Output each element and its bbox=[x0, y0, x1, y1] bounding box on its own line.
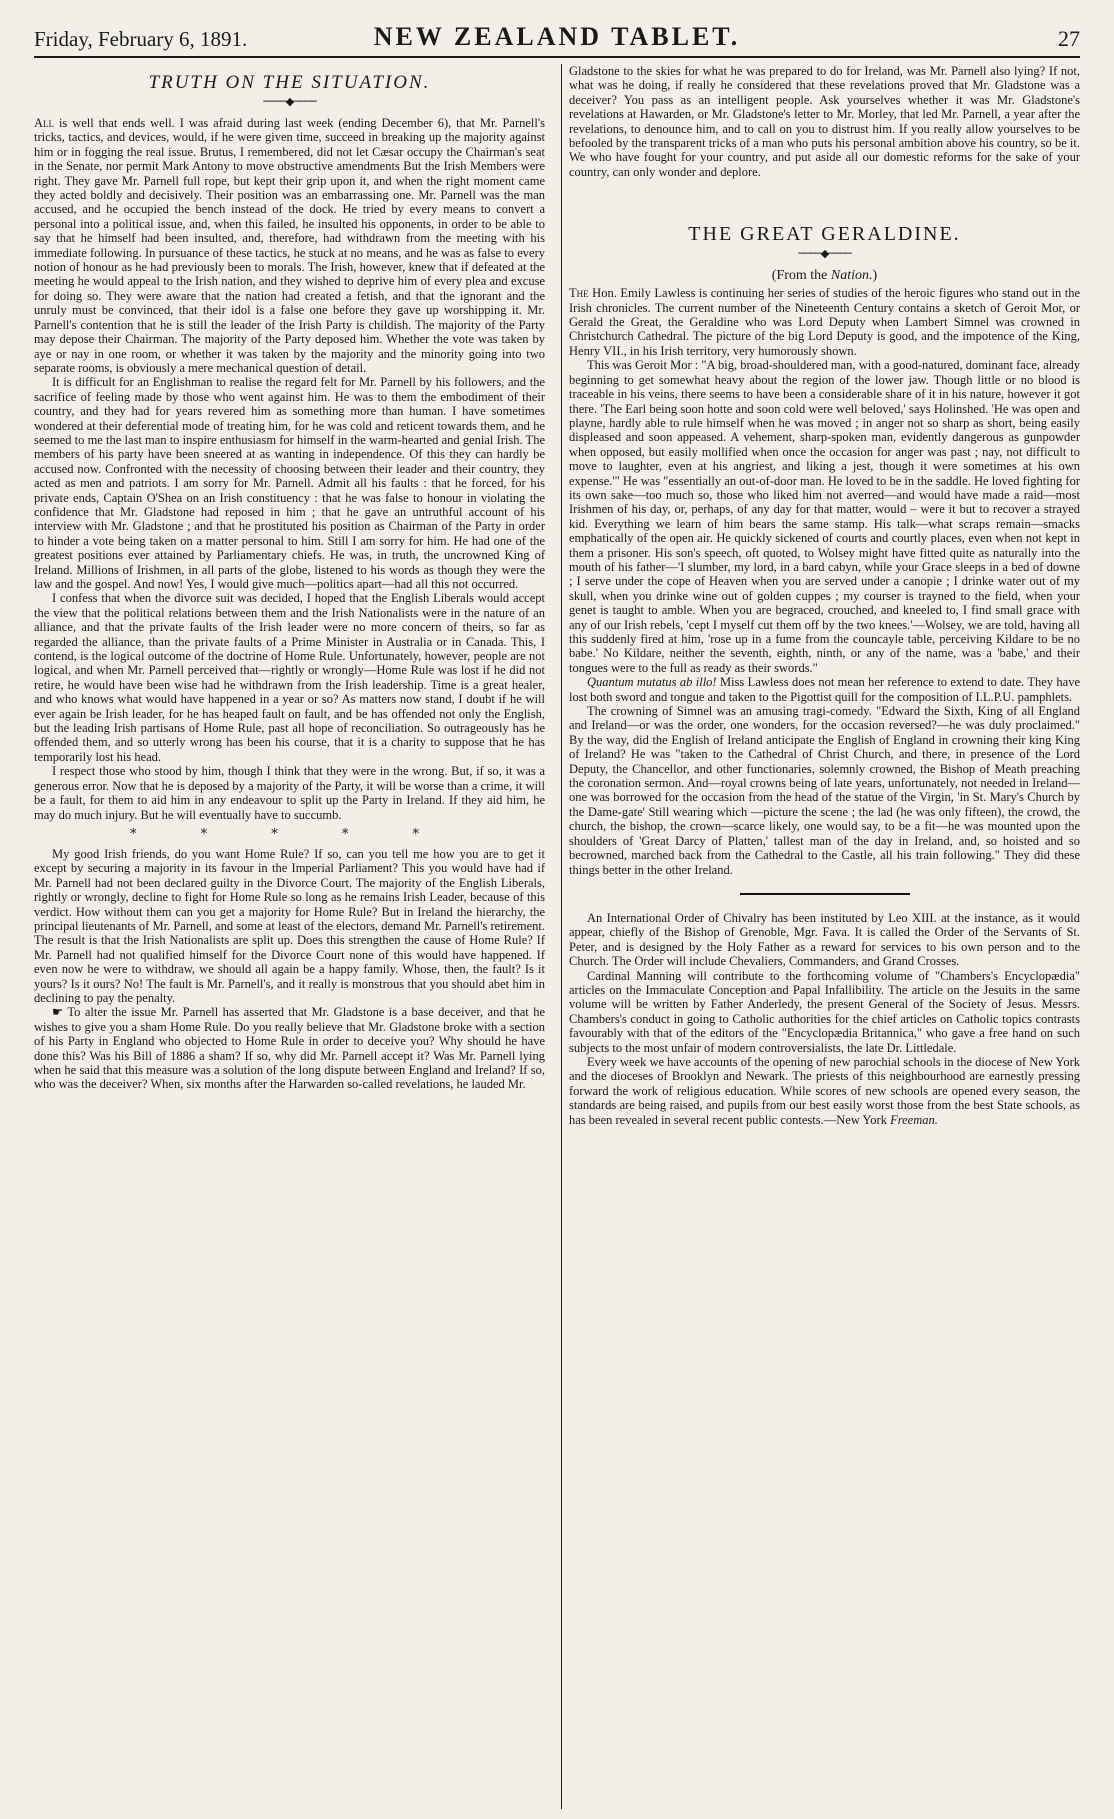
geraldine-paragraph-2: This was Geroit Mor : "A big, broad-shouldered man, with a good-natured, dominant face, already beginning to get somewhat heavy about the region of the lower jaw. Though little or no blood is traceable in his veins, there seems to have been a considerable share of it in his nature, however it got there. 'The Earl being soon hotte and soon cold were well beloved,' says Holinshed. 'He was open and playne, hardly able to rule himself when he was moved ; in anger not so sharp as short, being easily displeased and soon appeased. A vehement, sharp-spoken man, evidently dangerous as gunpowder when opposed, but easily mollified when once the occasion for anger was past ; nay, not difficult to move to laughter, even at his angriest, and liking a jest, though it were sometimes at his own expense.'" He was "essentially an out-of-door man. He loved to be in the saddle. He loved fighting for its own sake—too much so, those who liked him not averred—and would have made a raid—most Irishmen of his day, or, perhaps, of any day for that matter, would – were it but to recover a strayed kid. Everything we learn of him bears the same stamp. His talk—what scraps remain—smacks emphatically of the open air. He quickly sickened of courts and courtly places, even when not kept in them a prisoner. His son's speech, oft quoted, to Wolsey might have fitted quite as naturally into the mouth of his father—'I slumber, my lord, in a bard cabyn, while your Grace sleeps in a bed of downe ; I serve under the cope of Heaven when you are served under a canopie ; I drinke water out of my skull, when you drinke wine out of golden cuppes ; my courser is trayned to the field, when your genet is taught to amble. When you are begraced, crouched, and kneeled to, I find small grace with any of our Irish rebels, 'cept I myself cut them off by the two knees.'—Wolsey, we are told, having all this suddenly fired at him, 'rose up in a fume from the councayle table, perceiving Kildare to be no babe.' No Kildare, neither the seventh, eighth, ninth, or any of the name, was a 'babe,' and their tongues were to the full as ready as their swords." bbox=[569, 358, 1080, 675]
column-rule bbox=[561, 64, 562, 1809]
paragraph-text: To alter the issue Mr. Parnell has asserted that Mr. Gladstone is a base deceiver, and that he wishes to give you a sham Home Rule. Do you really believe that Mr. Gladstone broke with a section of his Party in England who objected to Home Rule in order to deceive you? Why should he have done this? Was his Bill of 1886 a sham? If so, why did Mr. Parnell accept it? Was Mr. Parnell lying when he said that this measure was a solution of the long dispute between England and Ireland? If so, who was the deceiver? When, six months after the Harwarden so-called revelations, he lauded Mr. bbox=[34, 1005, 546, 1092]
article-heading-geraldine: THE GREAT GERALDINE. bbox=[688, 223, 961, 246]
section-stars: * * * * * bbox=[129, 826, 450, 842]
lead-word: All bbox=[34, 116, 55, 130]
truth-continuation: Gladstone to the skies for what he was prepared to do for Ireland, was Mr. Parnell also lying? If not, what was he doing, if really he considered that these revelations proved that Mr. Gladstone was a deceiver? You pass as an intelligent people. Ask yourselves whether it was Mr. Gladstone's revelations at Hawarden, or Mr. Gladstone's letter to Mr. Morley, that led Mr. Parnell, a year after the revelations, to denounce him, and to call on you to distrust him. If you really allow yourselves to be befooled by the transparent tricks of a man who puts his personal ambition above his country, so be it. We who have fought for your country, and put aside all our domestic reforms for the sake of your country, can only wonder and deplore. bbox=[569, 64, 1080, 179]
truth-paragraph-4: I respect those who stood by him, though I think that they were in the wrong. But, if so, it was a generous error. Now that he is deposed by a majority of the Party, it will be worse than a crime, it will be a fault, for them to aid him in any endeavour to split up the Party in Ireland. If they aid him, he may do much injury. But he will eventually have to succumb. bbox=[34, 764, 545, 822]
newspaper-title: NEW ZEALAND TABLET. bbox=[373, 22, 741, 51]
geraldine-paragraph-3 bbox=[569, 675, 1080, 704]
geraldine-paragraph-1 bbox=[569, 286, 1080, 358]
lead-word: The bbox=[569, 286, 589, 301]
manning-paragraph: Cardinal Manning will contribute to the forthcoming volume of "Chambers's Encyclopædia" articles on the Immaculate Conception and Papal Infallibility. The article on the Jesuits in the same volume will be written by Father Anderledy, the present General of the Society of Jesus. Messrs. Chambers's conduct in going to Catholic authorities for the chief articles on Catholic topics contrasts favourably with that of the editors of the "Encyclopædia Britannica," who gave a free hand on such subjects to the most unfair of modern controversialists, the late Dr. Littledale. bbox=[569, 968, 1080, 1055]
chivalry-paragraph-1: An International Order of Chivalry has been instituted by Leo XIII. at the instance, as it would appear, chiefly of the Bishop of Grenoble, Mgr. Fava. It is called the Order of the Servants of St. Peter, and is designed by the Holy Father as a reward for services to his own person and to the Church. The Order will include Chevaliers, Commanders, and Grand Crosses. bbox=[569, 910, 1080, 969]
schools-paragraph bbox=[569, 1055, 1080, 1127]
right-column bbox=[557, 64, 1080, 1809]
issue-date: Friday, February 6, 1891. bbox=[34, 27, 248, 51]
latin-quote: Quantum mutatus ab illo! bbox=[587, 675, 717, 690]
left-column bbox=[34, 64, 557, 1809]
truth-paragraph-2: It is difficult for an Englishman to realise the regard felt for Mr. Parnell by his followers, and the sacrifice of feeling made by those who went against him. He was to them the embodiment of their country, and they had for years revered him as something more than human. I have sometimes wondered at their deferential mode of treating him, for he was cold and reticent towards them, and he seemed to me the last man to inspire enthusiasm for himself in the warm-hearted and genial Irish. The members of his party have been sneered at as wanting in independence. Of this they can hardly be accused now. Confronted with the necessity of choosing between their leader and their country, they acted as men and patriots. I am sorry for Mr. Parnell. Admit all his faults : that he forced, for his private ends, Captain O'Shea on an Irish constituency : that he was false to honour in violating the confidence that Mr. Gladstone had reposed in him ; that he gave an untruthful account of his interview with Mr. Gladstone ; and that he prostituted his position as Chairman of the Party in order to hinder a vote being taken on a matter personal to him. Still I am sorry for him. He had one of the greatest positions ever attained by Parliamentary chiefs. He was, in truth, the uncrowned King of Ireland. Millions of Irishmen, in all parts of the globe, listened to his words as though they were the law and the gospel. And now! Yes, I would give much—politics apart—had all this not occurred. bbox=[34, 375, 545, 591]
source-name: Freeman. bbox=[890, 1112, 938, 1127]
heading-ornament: ────◆──── bbox=[263, 95, 316, 108]
paragraph-text: Miss Lawless does not mean her reference to extend to date. They have lost both sword and tongue and taken to the Pigottist quill for the composition of I.L.P.U. pamphlets. bbox=[569, 675, 1080, 704]
paragraph-text: is well that ends well. I was afraid during last week (ending December 6), that Mr. Parnell's tricks, tactics, and devices, would, if he were given time, succeed in breaking up the majority against him or in fogging the real issue. Brutus, I remembered, did not let Cæsar occupy the Chairman's seat in the Senate, nor permit Mark Antony to move obstructive amendments But the Irish Members were right. They gave Mr. Parnell full rope, but kept their grip upon it, and when the right moment came they acted boldly and decisively. Their position was an embarrassing one. Mr. Parnell was the man accused, and he occupied the bench instead of the dock. He tried by every means to convert a personal into a political issue, and, when this failed, he insulted his opponents, in order to be able to say that he himself had been insulted, and, therefore, had withdrawn from the meeting with his immediate following. In pursuance of these tactics, he stuck at no means, and he was as false to every notion of honour as he had previously been to morals. The Irish, however, knew that if defeated at the meeting he would appeal to the Irish nation, and they wished to deprive him of every plea and excuse for doing so. They were aware that the nation had created a fetish, and that the ignorant and the unruly must be convinced, that their idol is a false one before they gave up worshipping it. Mr. Parnell's contention that he is still the leader of the Irish Party is childish. The majority of the Party may depose their Chairman. The majority of the Party deposed him. Whether the vote was taken by aye or nay in one room, or whether it was taken by the majority and the minority going into two separate rooms, is obviously a mere mechanical question of detail. bbox=[34, 116, 545, 375]
heading-ornament: ────◆──── bbox=[798, 247, 851, 261]
paragraph-text: Hon. Emily Lawless is continuing her series of studies of the heroic figures who stand out in the Irish chronicles. The current number of the Nineteenth Century contains a sketch of Geroit Mor, or Gerald the Great, the Geraldine who was Lord Deputy when Lambert Simnel was crowned in Christchurch Cathedral. The picture of the big Lord Deputy is good, and the impotence of the King, Henry VII., in his Irish territory, very humorously shown. bbox=[569, 286, 1080, 358]
section-divider bbox=[740, 893, 910, 895]
truth-paragraph-5: My good Irish friends, do you want Home Rule? If so, can you tell me how you are to get it except by securing a majority in its favour in the Imperial Parliament? This you would have had if Mr. Parnell had not been declared guilty in the Divorce Court. The majority of the English Liberals, rightly or wrongly, decline to fight for Home Rule so long as he remains Irish Leader, because of this verdict. How without them can you get a majority for Home Rule? But in Ireland the hierarchy, the principal lieutenants of Mr. Parnell, and some at least of the electors, demand Mr. Parnell's retirement. The result is that the Irish Nationalists are split up. Does this strengthen the cause of Home Rule? If Mr. Parnell had not qualified himself for the Divorce Court none of this would have happened. If even now he were to withdraw, we should all again be a happy family. Whose, then, the fault? Is it yours? Is it ours? No! The fault is Mr. Parnell's, and it really is monstrous that you should abet him in declining to pay the penalty. bbox=[34, 846, 545, 1005]
pointing-hand-icon: ☛ bbox=[52, 1005, 68, 1020]
truth-paragraph-1 bbox=[34, 116, 545, 375]
truth-paragraph-6 bbox=[34, 1005, 545, 1091]
article-source: (From the Nation.) bbox=[771, 268, 878, 284]
truth-paragraph-3: I confess that when the divorce suit was decided, I hoped that the English Liberals would accept the view that the political relations between them and the Irish Nationalists were in the nature of an alliance, and that the private faults of the Irish leader were no more concern of theirs, so far as regarded the alliance, than the private faults of a Prime Minister in Australia or in Canada. This, I contend, is the logical outcome of the doctrine of Home Rule. Unfortunately, however, people are not logical, and when Mr. Parnell perceived that—rightly or wrongly—Home Rule was lost if he did not retire, he would have been wise had he withdrawn from the Irish leadership. Time is a great healer, and who knows what would have happened in a year or so? As matters now stand, I doubt if he will ever again be Irish leader, for he has heaped fault on fault, and be has offended not only the English, but the leading Irish partisans of Home Rule, past all hope of reconciliation. So outrageously has he offended them, and so utterly wrong has been his course, that it is a charity to suppose that he has temporarily lost his head. bbox=[34, 591, 545, 764]
geraldine-paragraph-4: The crowning of Simnel was an amusing tragi-comedy. "Edward the Sixth, King of all England and Ireland—or was the order, one wonders, for the occasion reversed?—he was duly proclaimed." By the way, did the English of Ireland anticipate the English of England in crowning their king King of Ireland? He was "taken to the Cathedral of Christ Church, and there, in presence of the Lord Deputy, the Chancellor, and other functionaries, solemnly crowned, the Bishop of Meath preaching the coronation sermon. And—royal crowns being of late years, unfortunately, not needed in Ireland—one was borrowed for the occasion from the head of the statue of the Virgin, 'in St. Mary's Church by the Dame-gate' Still wearing which —picture the scene ; the lad (he was only fifteen), the crowd, the church, the bishop, the crown—scarce likely, one would say, to be a fit—he was mounted upon the shoulders of 'Great Darcy of Platten,' tallest man of the day in Ireland, and, so hoisted and so becrowned, marched back from the Cathedral to the Castle, all his train following." They did these things better in the other Ireland. bbox=[569, 704, 1080, 877]
article-heading-truth: TRUTH ON THE SITUATION. bbox=[148, 72, 431, 93]
columns bbox=[34, 64, 1080, 1809]
paragraph-text: Every week we have accounts of the opening of new parochial schools in the diocese of New York and the dioceses of Brooklyn and Newark. The priests of this neighbourhood are earnestly pressing forward the work of religious education. While scores of new schools are opened every season, the standards are being raised, and pupils from our best easily worst those from the best State schools, as has been revealed in several recent public contests.—New York bbox=[569, 1054, 1080, 1127]
masthead bbox=[34, 22, 1080, 58]
page-number: 27 bbox=[1058, 26, 1080, 51]
